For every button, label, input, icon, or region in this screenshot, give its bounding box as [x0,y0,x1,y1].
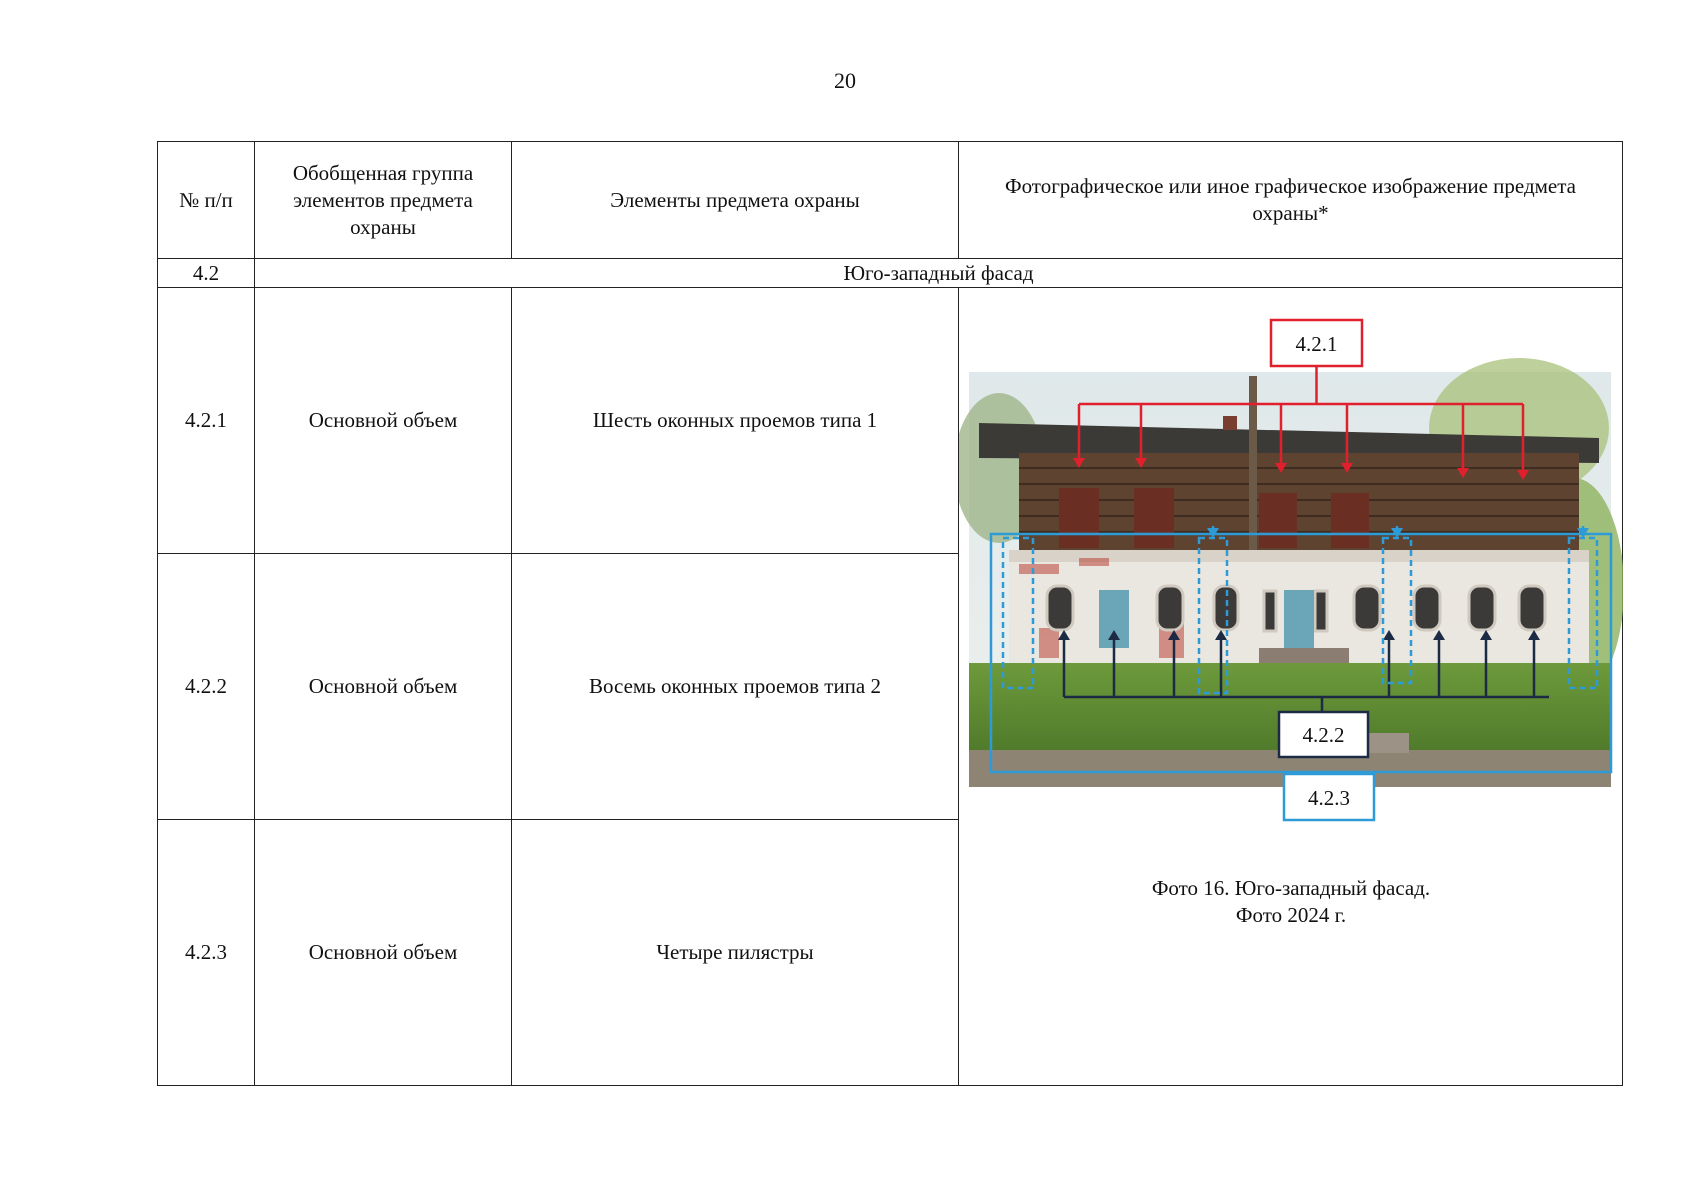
page-number: 20 [834,68,856,93]
header-group: Обобщенная группа элементов предмета охраны [255,142,512,259]
row-num: 4.2.3 [158,820,255,1086]
row-num: 4.2.1 [158,288,255,554]
label-4-2-3: 4.2.3 [1308,786,1350,810]
row-group: Основной объем [255,820,512,1086]
label-4-2-1: 4.2.1 [1295,332,1338,356]
photo-caption [959,875,1623,929]
header-elements: Элементы предмета охраны [512,142,959,259]
label-4-2-2: 4.2.2 [1302,723,1345,747]
section-title: Юго-западный фасад [255,259,1623,288]
header-num: № п/п [158,142,255,259]
header-image: Фотографическое или иное графическое изображение предмета охраны* [959,142,1623,259]
row-group: Основной объем [255,288,512,554]
row-group: Основной объем [255,554,512,820]
header-row [158,142,1623,259]
protection-table [157,141,1623,1086]
section-num: 4.2 [158,259,255,288]
row-element: Четыре пилястры [512,820,959,1086]
table-row [158,288,1623,554]
photo-cell [959,288,1623,1086]
section-row [158,259,1623,288]
row-num: 4.2.2 [158,554,255,820]
row-element: Восемь оконных проемов типа 2 [512,554,959,820]
caption-line-1: Фото 16. Юго-западный фасад. [1151,876,1431,900]
row-element: Шесть оконных проемов типа 1 [512,288,959,554]
caption-line-2: Фото 2024 г. [1235,903,1347,927]
annotated-facade-photo [959,288,1623,1083]
